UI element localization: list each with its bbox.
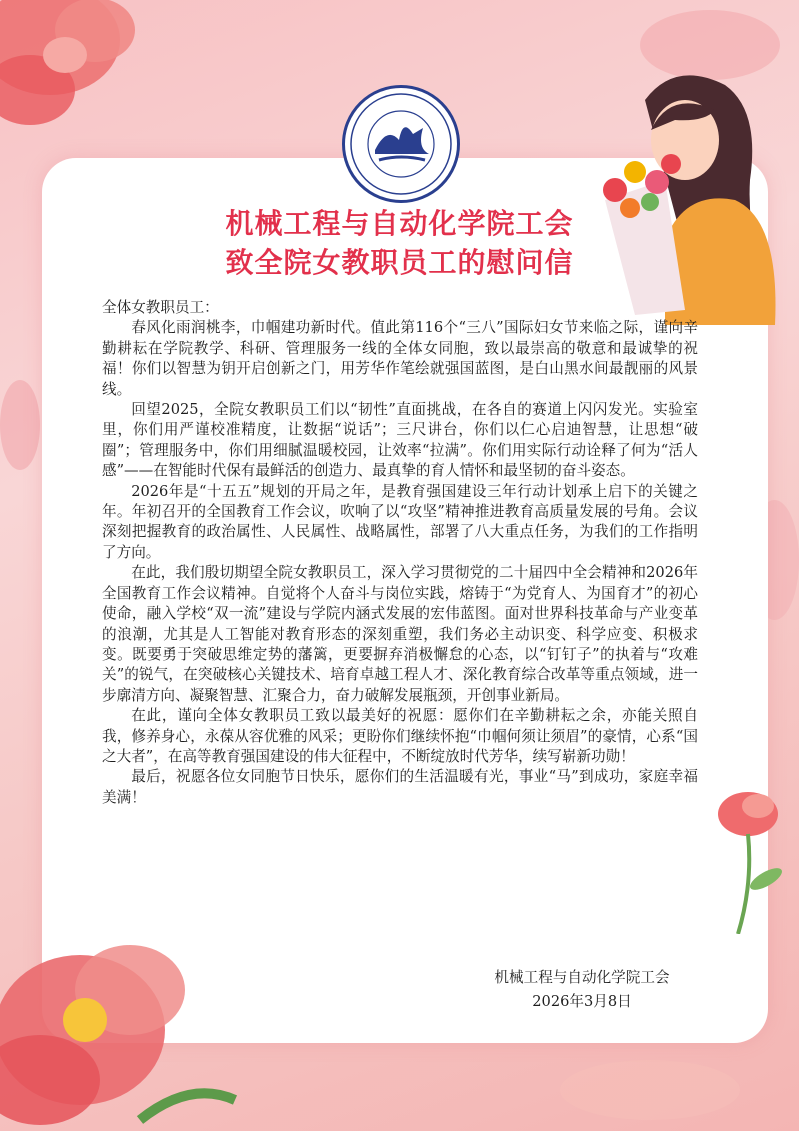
letter-paragraph: 2026年是“十五五”规划的开局之年，是教育强国建设三年行动计划承上启下的关键之年。年初召开的全国教育工作会议，吹响了以“攻坚”精神推进教育高质量发展的号角。会议深刻把握教育的政治属性、人民属性、战略属性，部署了八大重点任务，为我们的工作指明了方向。 xyxy=(102,482,698,561)
letter-body xyxy=(102,298,698,808)
peony-flower-icon xyxy=(708,784,799,934)
woman-with-bouquet-icon xyxy=(575,60,790,325)
school-emblem-icon xyxy=(342,85,460,203)
letter-paragraph: 最后，祝愿各位女同胞节日快乐，愿你们的生活温暖有光，事业“马”到成功，家庭幸福美满！ xyxy=(102,768,698,806)
letter-paragraph: 回望2025，全院女教职员工们以“韧性”直面挑战，在各自的赛道上闪闪发光。实验室里，你们用严谨校准精度，让数据“说话”；三尺讲台，你们以仁心启迪智慧，让思想“破圈”；管理服务中，你们用细腻温暖校园，让效率“拉满”。你们用实际行动诠释了何为“活人感”——在智能时代保有最鲜活的创造力、最真挚的育人情怀和最坚韧的奋斗姿态。 xyxy=(102,401,698,480)
decor-petal xyxy=(0,380,40,470)
decor-petal xyxy=(560,1060,740,1120)
signature-date: 2026年3月8日 xyxy=(532,993,632,1010)
peony-flower-icon xyxy=(0,0,170,150)
letter-paragraph: 春风化雨润桃李，巾帼建功新时代。值此第116个“三八”国际妇女节来临之际，谨向辛勤耕耘在学院教学、科研、管理服务一线的全体女同胞，致以最崇高的敬意和最诚挚的祝福！你们以智慧为钥开启创新之门，用芳华作笔绘就强国蓝图，是白山黑水间最靓丽的风景线。 xyxy=(102,319,698,398)
peony-flower-icon xyxy=(0,930,240,1131)
letter-paragraph: 在此，谨向全体女教职员工致以最美好的祝愿：愿你们在辛勤耕耘之余，亦能关照自我，修养身心，永葆从容优雅的风采；更盼你们继续怀抱“巾帼何须让须眉”的豪情，心系“国之大者”，在高等教育强国建设的伟大征程中，不断绽放时代芳华，续写崭新功勋！ xyxy=(102,707,698,765)
letter-title-line1: 机械工程与自动化学院工会 xyxy=(225,207,574,240)
signature-organization: 机械工程与自动化学院工会 xyxy=(494,969,670,986)
letter-salutation: 全体女教职员工： xyxy=(102,299,219,316)
letter-title-line2: 致全院女教职员工的慰问信 xyxy=(225,246,574,279)
letter-paragraph: 在此，我们殷切期望全院女教职员工，深入学习贯彻党的二十届四中全会精神和2026年全国教育工作会议精神。自觉将个人奋斗与岗位实践，熔铸于“为党育人、为国育才”的初心使命，融入学校“双一流”建设与学院内涵式发展的宏伟蓝图。面对世界科技革命与产业变革的浪潮，尤其是人工智能对教育形态的深刻重塑，我们务必主动识变、科学应变、积极求变。既要勇于突破思维定势的藩篱，更要摒弃消极懈怠的心态，以“钉钉子”的执着与“攻难关”的锐气，在突破核心关键技术、培育卓越工程人才、深化教育综合改革等重点领域，进一步廓清方向、凝聚智慧、汇聚合力，奋力破解发展瓶颈，开创事业新局。 xyxy=(102,564,698,704)
